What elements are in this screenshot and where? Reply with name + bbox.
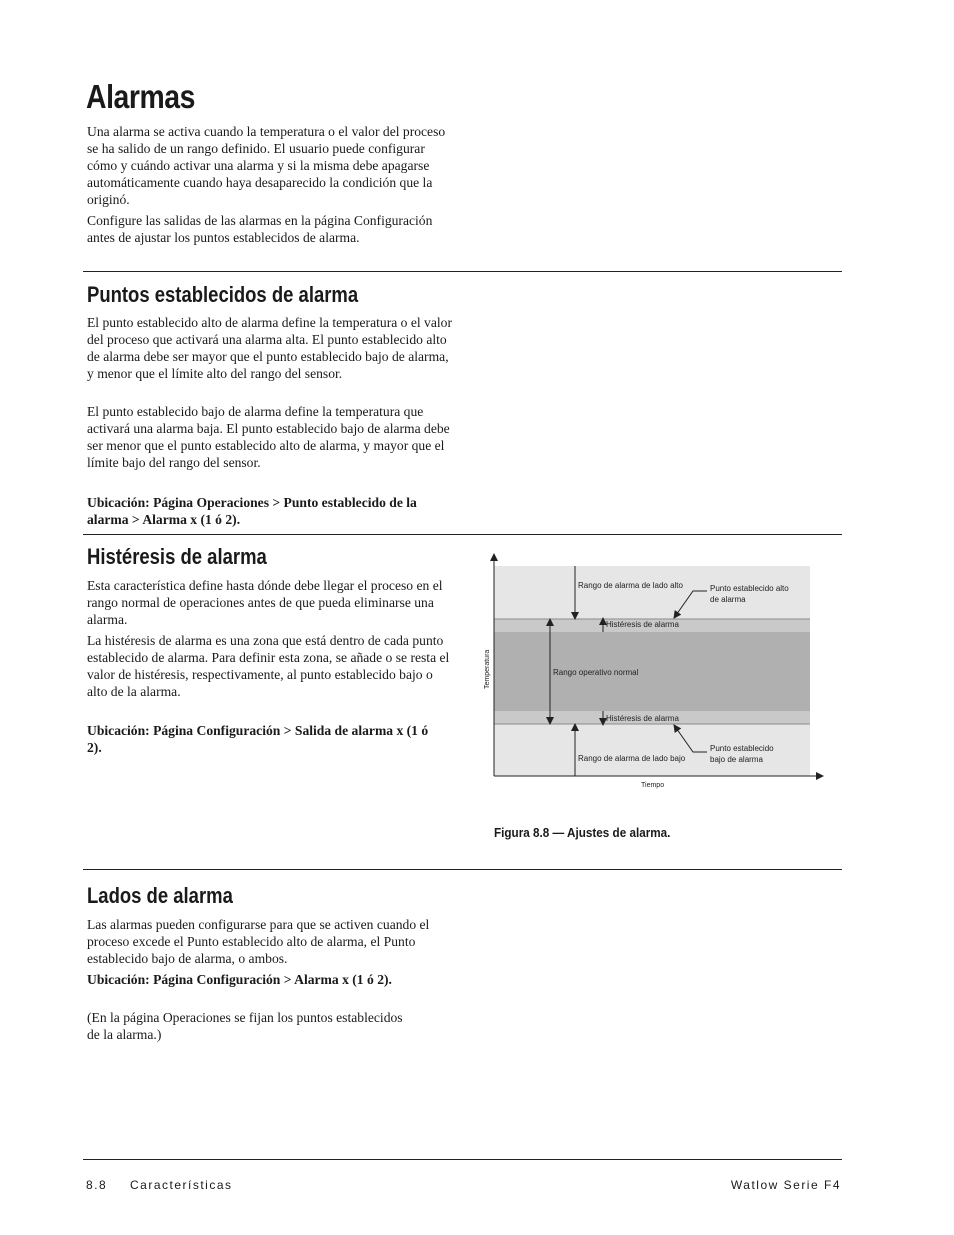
setpoints-location: Ubicación: Página Operaciones > Punto establecido de la alarma > Alarma x (1 ó 2).: [87, 495, 417, 527]
low-setpoint-label-line-2: bajo de alarma: [710, 755, 763, 764]
alarm-settings-diagram: [470, 548, 840, 800]
intro-paragraph-1: Una alarma se activa cuando la temperatura o el valor del proceso se ha salido de un rango definido. El usuario puede configurar cómo y cuándo activar una alarma y si la misma debe apagarse automáticamente cuando haya desaparecido la condición que la originó.: [87, 124, 446, 207]
hysteresis-location: Ubicación: Página Configuración > Salida de alarma x (1 ó 2).: [87, 723, 429, 755]
intro-paragraph-2: Configure las salidas de las alarmas en la página Configuración antes de ajustar los puntos establecidos de alarma.: [87, 213, 433, 245]
section-divider: [83, 869, 842, 870]
hysteresis-paragraph-2: La histéresis de alarma es una zona que está dentro de cada punto establecido de alarma. Para definir esta zona, se añade o se resta el valor de histéresis, respectivamente, al punto establecido bajo o alto de la alarma.: [87, 633, 450, 699]
normal-range-label: Rango operativo normal: [553, 668, 639, 677]
figure-caption: Figura 8.8 — Ajustes de alarma.: [494, 825, 671, 840]
footer-rule: [83, 1159, 842, 1160]
sides-location: Ubicación: Página Configuración > Alarma x (1 ó 2).: [87, 972, 392, 987]
hysteresis-top-label: Histéresis de alarma: [606, 620, 679, 629]
section-divider: [83, 534, 842, 535]
sides-note: (En la página Operaciones se fijan los puntos establecidos de la alarma.): [87, 1010, 403, 1042]
x-axis-label: Tiempo: [641, 782, 665, 789]
normal-operating-zone: [494, 632, 810, 711]
hysteresis-paragraph-1: Esta característica define hasta dónde debe llegar el proceso en el rango normal de operaciones antes de que pueda eliminarse una alarma.: [87, 578, 443, 627]
setpoints-paragraph-1: El punto establecido alto de alarma define la temperatura o el valor del proceso que activará una alarma alta. El punto establecido alto de alarma debe ser mayor que el punto establecido bajo de alarma, y menor que el límite alto del rango del sensor.: [87, 315, 452, 381]
footer-page-number: 8.8: [86, 1178, 108, 1192]
setpoints-paragraph-2: El punto establecido bajo de alarma define la temperatura que activará una alarma baja. El punto establecido bajo de alarma debe ser menor que el punto establecido alto de alarma, y mayor que el límite bajo del rango del sensor.: [87, 404, 450, 470]
footer-product: Watlow Serie F4: [730, 1178, 841, 1192]
section-divider: [83, 271, 842, 272]
page-title: Alarmas: [86, 78, 196, 115]
high-range-label: Rango de alarma de lado alto: [578, 581, 683, 590]
low-setpoint-label-line-1: Punto establecido: [710, 744, 774, 753]
high-setpoint-label-line-2: de alarma: [710, 595, 746, 604]
sides-paragraph: Las alarmas pueden configurarse para que se activen cuando el proceso excede el Punto establecido alto de alarma, el Punto establecido bajo de alarma, o ambos.: [87, 917, 430, 966]
high-setpoint-label-line-1: Punto establecido alto: [710, 584, 789, 593]
section-heading-setpoints: Puntos establecidos de alarma: [87, 282, 359, 307]
footer-section: Características: [130, 1178, 233, 1192]
low-range-label: Rango de alarma de lado bajo: [578, 754, 686, 763]
section-heading-sides: Lados de alarma: [87, 883, 233, 908]
section-heading-hysteresis: Histéresis de alarma: [87, 544, 267, 569]
y-axis-label: Temperatura: [484, 649, 491, 689]
hysteresis-bottom-label: Histéresis de alarma: [606, 714, 679, 723]
